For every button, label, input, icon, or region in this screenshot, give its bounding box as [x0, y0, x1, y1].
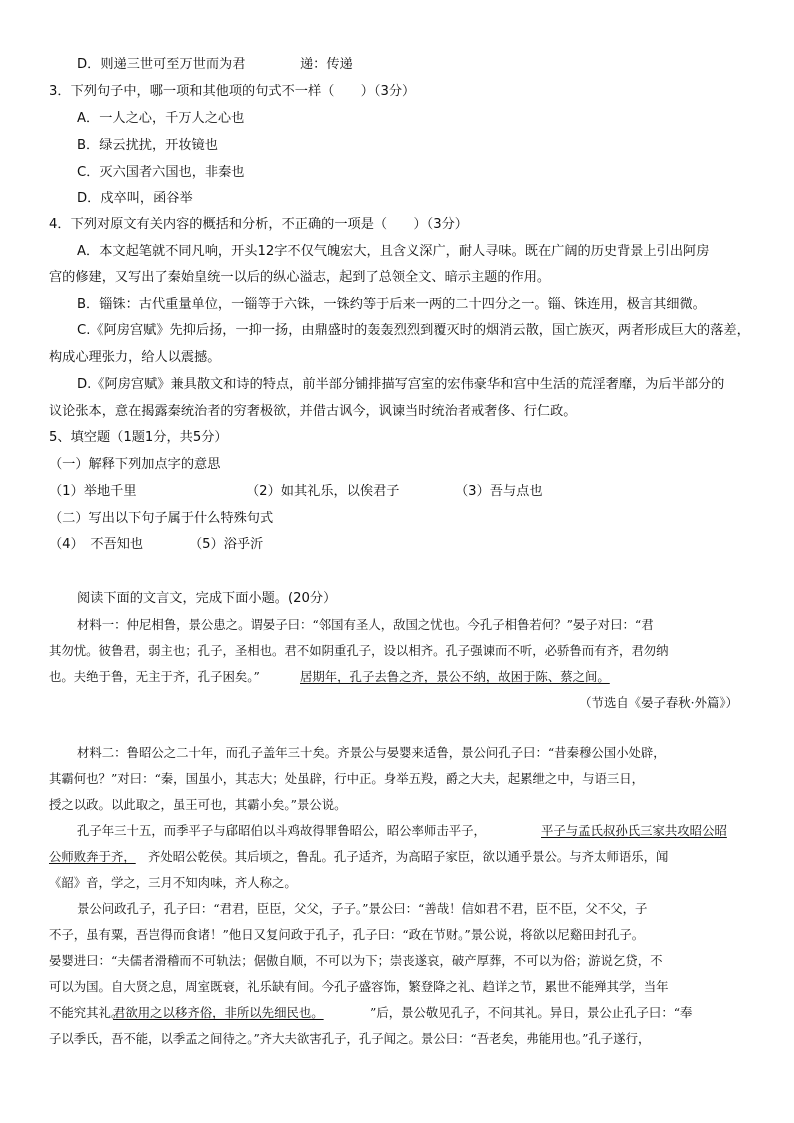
- q3-option-a: A．一人之心，千万人之心也: [77, 111, 245, 126]
- q4-option-d-line2: 议论张本，意在揭露秦统治者的穷奢极欲，并借古讽今，讽谏当时统治者戒奢侈、行仁政。: [49, 404, 577, 419]
- material-1-underlined-sentence: 居期年，孔子去鲁之齐，景公不纳，故困于陈、蔡之间。: [300, 669, 610, 684]
- material-2-para3-line5-start: 不能究其礼。: [49, 1005, 124, 1020]
- material-1-line3: 也。夫绝于鲁，无主于齐，孔子困矣。”: [49, 669, 260, 684]
- underlined-sentence-part2: 公师败奔于齐，: [49, 849, 136, 864]
- q3-option-d: D．戍卒叫，函谷举: [77, 191, 193, 206]
- underlined-sentence-part1: 平子与孟氏叔孙氏三家共攻昭公昭: [541, 823, 727, 838]
- q5-item-1: （1）举地千里: [49, 484, 137, 499]
- reading-instruction: 阅读下面的文言文，完成下面小题。(20分）: [77, 591, 337, 606]
- question-4: 4．下列对原文有关内容的概括和分析，不正确的一项是（ ）（3分）: [49, 217, 468, 232]
- q5-part-two: （二）写出以下句子属于什么特殊句式: [49, 511, 274, 526]
- material-2-para2-line2: 齐处昭公乾侯。其后顷之，鲁乱。孔子适齐，为高昭子家臣，欲以通乎景公。与齐太师语乐，闻: [148, 849, 669, 864]
- q4-option-c-line1: C.《阿房宫赋》先抑后扬，一抑一扬，由鼎盛时的轰轰烈烈到覆灭时的烟消云散，国亡族灭，两者形成巨大的落差，: [77, 323, 750, 338]
- material-2-line2: 其霸何也？”对曰：“秦，国虽小，其志大；处虽辟，行中正。身举五羖，爵之大夫，起累绁之中，与语三日，: [49, 771, 645, 786]
- q4-option-a-line1: A．本文起笔就不同凡响，开头12字不仅气魄宏大，且含义深广，耐人寻味。既在广阔的历史背景上引出阿房: [77, 244, 710, 259]
- material-2-line3: 授之以政。以此取之，虽王可也，其霸小矣。”景公说。: [49, 797, 347, 812]
- q4-option-a-line2: 宫的修建，又写出了秦始皇统一以后的纵心溢志，起到了总领全文、暗示主题的作用。: [49, 270, 551, 285]
- material-1-line1: 材料一：仲尼相鲁，景公患之。谓晏子曰：“邻国有圣人，敌国之忧也。今孔子相鲁若何？”晏子对曰：“君: [77, 617, 654, 632]
- question-3: 3．下列句子中，哪一项和其他项的句式不一样（ ）（3分）: [49, 84, 416, 99]
- material-2-line1: 材料二：鲁昭公之二十年，而孔子盖年三十矣。齐景公与晏婴来适鲁，景公问孔子曰：“昔秦穆公国小处辟，: [77, 745, 666, 760]
- q5-item-3: （3）吾与点也: [455, 484, 543, 499]
- material-2-para3-line6: 子以季氏，吾不能，以季孟之间待之。”齐大夫欲害孔子，孔子闻之。景公曰：“吾老矣，弗能用也。”孔子遂行，: [49, 1031, 651, 1046]
- material-2-para2-line1: 孔子年三十五，而季平子与郈昭伯以斗鸡故得罪鲁昭公，昭公率师击平子，: [77, 823, 486, 838]
- material-2-para3-line2: 不子，虽有粟，吾岂得而食诸！”他日又复问政于孔子，孔子曰：“政在节财。”景公说，将欲以尼谿田封孔子。: [49, 927, 645, 942]
- q2-option-d-gloss: 递：传递: [300, 57, 353, 72]
- question-5: 5、填空题（1题1分，共5分）: [49, 430, 228, 445]
- q5-part-one: （一）解释下列加点字的意思: [49, 457, 221, 472]
- q5-item-2: （2）如其礼乐，以俟君子: [246, 484, 400, 499]
- q5-item-5: （5）浴乎沂: [189, 537, 264, 552]
- q4-option-b: B．锱铢：古代重量单位，一锱等于六铢，一铢约等于后来一两的二十四分之一。锱、铢连用，极言其细微。: [77, 297, 706, 312]
- q2-option-d: D．则递三世可至万世而为君: [77, 57, 246, 72]
- q5-item-4: （4） 不吾知也: [49, 537, 144, 552]
- q4-option-c-line2: 构成心理张力，给人以震撼。: [49, 350, 221, 365]
- material-2-para3-line3: 晏婴进曰：“夫儒者滑稽而不可轨法；倨傲自顺，不可以为下；崇丧遂哀，破产厚葬，不可以为俗；游说乞贷，不: [49, 953, 663, 968]
- material-1-source: （节选自《晏子春秋·外篇》）: [579, 695, 738, 710]
- q3-option-b: B．绿云扰扰，开妆镜也: [77, 138, 218, 153]
- material-2-para3-line5-end: ”后，景公敬见孔子，不问其礼。异日，景公止孔子曰：“奉: [370, 1005, 693, 1020]
- underlined-sentence-3: 君欲用之以移齐俗，非所以先细民也。: [113, 1005, 324, 1020]
- material-2-para3-line4: 可以为国。自大贤之息，周室既衰，礼乐缺有间。今孔子盛容饰，繁登降之礼、趋详之节，累世不能殚其学，当年: [49, 979, 669, 994]
- material-2-para3-line1: 景公问政孔子，孔子曰：“君君，臣臣，父父，子子。”景公曰：“善哉！信如君不君，臣不臣，父不父，子: [77, 901, 648, 916]
- q3-option-c: C．灭六国者六国也，非秦也: [77, 165, 245, 180]
- material-2-para2-line3: 《韶》音，学之，三月不知肉味，齐人称之。: [49, 875, 297, 890]
- material-1-line2: 其勿忧。彼鲁君，弱主也；孔子，圣相也。君不如阴重孔子，设以相齐。孔子强谏而不听，必骄鲁而有齐，君勿纳: [49, 643, 669, 658]
- q4-option-d-line1: D.《阿房宫赋》兼具散文和诗的特点，前半部分铺排描写宫室的宏伟豪华和宫中生活的荒淫奢靡，为后半部分的: [77, 377, 725, 392]
